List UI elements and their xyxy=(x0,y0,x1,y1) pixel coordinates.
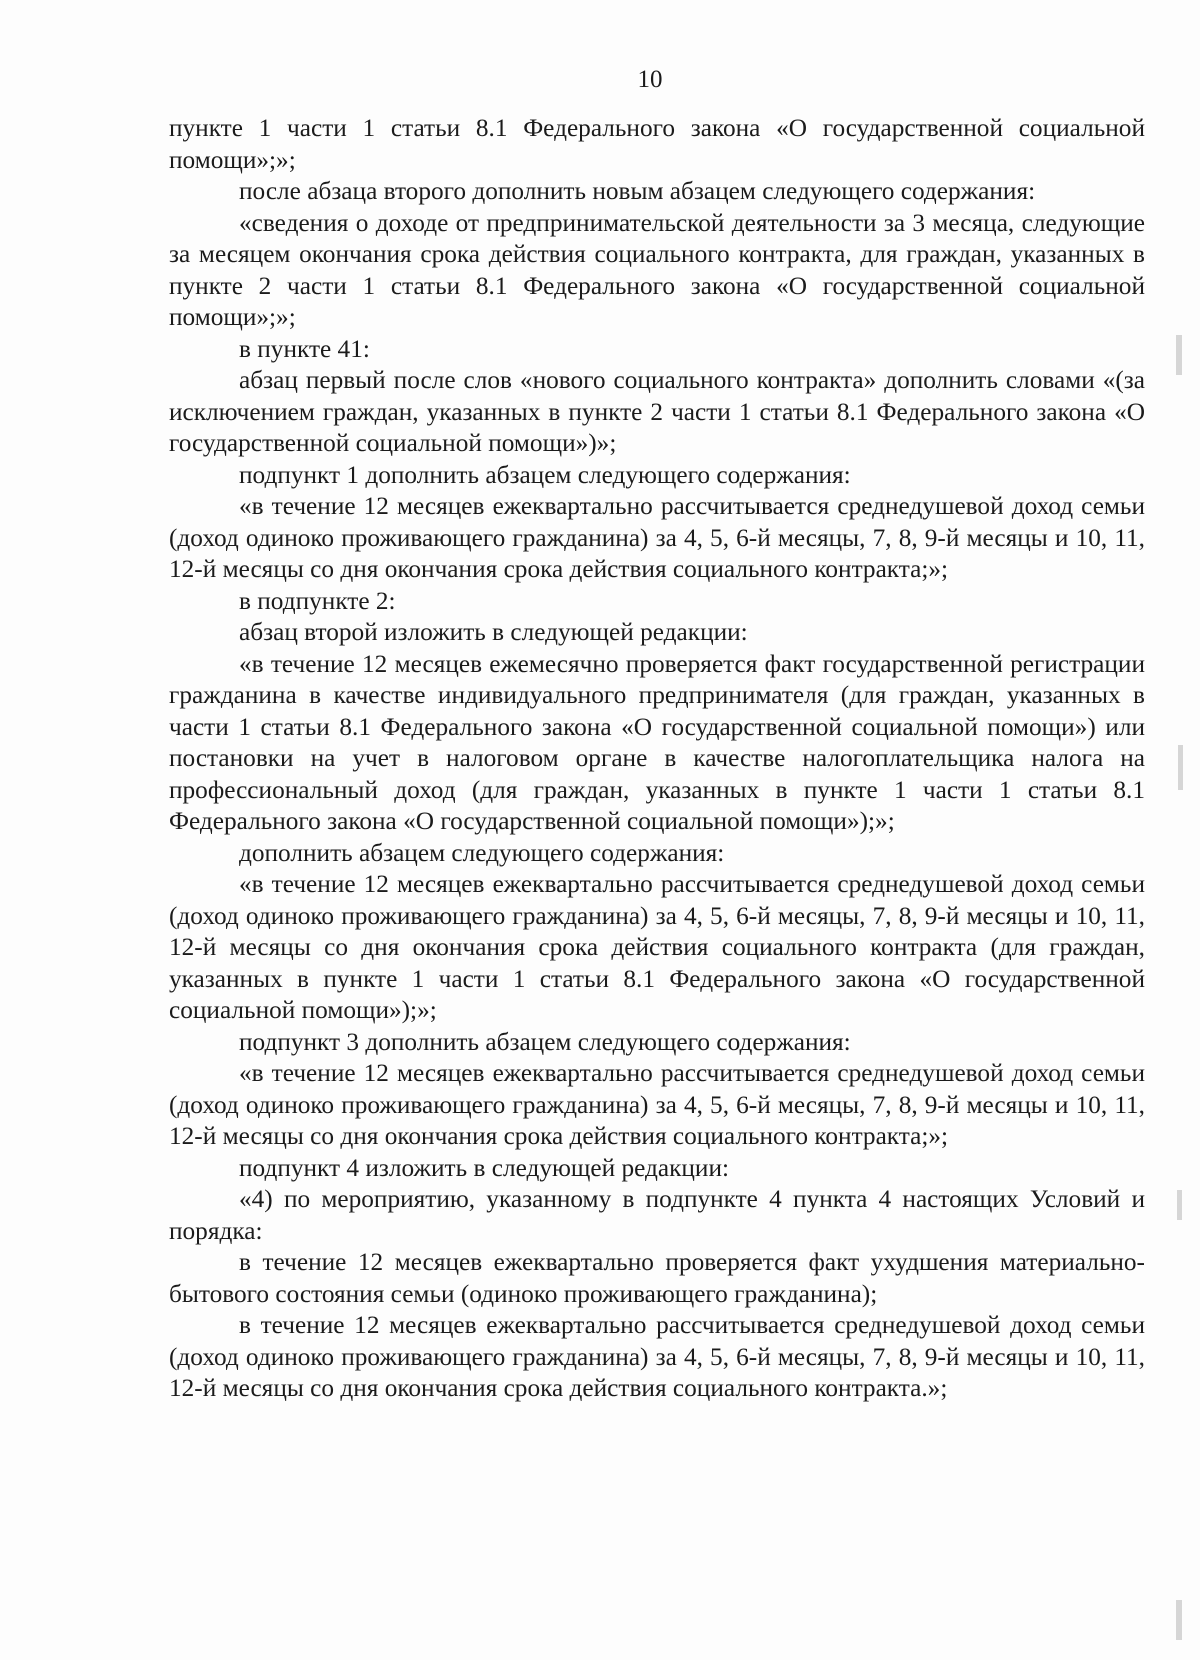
paragraph: в течение 12 месяцев ежеквартально проверяется факт ухудшения материально-бытового состояния семьи (одиноко проживающего гражданина); xyxy=(169,1248,1145,1308)
paragraph: в течение 12 месяцев ежеквартально рассчитывается среднедушевой доход семьи (доход одиноко проживающего гражданина) за 4, 5, 6-й месяцы, 7, 8, 9-й месяцы и 10, 11, 12-й месяцы со дня окончания срока действия социального контракта.»; xyxy=(169,1311,1145,1402)
document-body xyxy=(169,113,1145,1405)
paragraph: «4) по мероприятию, указанному в подпункте 4 пункта 4 настоящих Условий и порядка: xyxy=(169,1185,1145,1245)
paragraph: пункте 1 части 1 статьи 8.1 Федерального закона «О государственной социальной помощи»;»; xyxy=(169,114,1145,174)
scan-artifact xyxy=(1178,745,1183,790)
paragraph: в пункте 41: xyxy=(239,334,370,363)
paragraph: абзац первый после слов «нового социального контракта» дополнить словами «(за исключением граждан, указанных в пункте 2 части 1 статьи 8.1 Федерального закона «О государственной социальной помощи»)»; xyxy=(169,366,1145,457)
paragraph: «в течение 12 месяцев ежеквартально рассчитывается среднедушевой доход семьи (доход одиноко проживающего гражданина) за 4, 5, 6-й месяцы, 7, 8, 9-й месяцы и 10, 11, 12-й месяцы со дня окончания срока действия социального контракта;»; xyxy=(169,1059,1145,1150)
scan-artifact xyxy=(1176,335,1182,375)
paragraph: в подпункте 2: xyxy=(239,586,396,615)
paragraph: после абзаца второго дополнить новым абзацем следующего содержания: xyxy=(239,177,1036,205)
scan-artifact xyxy=(1177,1190,1182,1220)
paragraph: «в течение 12 месяцев ежемесячно проверяется факт государственной регистрации гражданина в качестве индивидуального предпринимателя (для граждан, указанных в части 1 статьи 8.1 Федерального закона «О государственной социальной помощи») или постановки на учет в налоговом органе в качестве налогоплательщика налога на профессиональный доход (для граждан, указанных в пункте 1 части 1 статьи 8.1 Федерального закона «О государственной социальной помощи»);»; xyxy=(169,649,1145,835)
paragraph: «сведения о доходе от предпринимательской деятельности за 3 месяца, следующие за месяцем окончания срока действия социального контракта, для граждан, указанных в пункте 2 части 1 статьи 8.1 Федерального закона «О государственной социальной помощи»;»; xyxy=(169,208,1145,331)
paragraph: абзац второй изложить в следующей редакции: xyxy=(239,618,748,646)
paragraph: подпункт 1 дополнить абзацем следующего содержания: xyxy=(239,460,851,489)
page-number: 10 xyxy=(637,66,663,93)
paragraph: подпункт 3 дополнить абзацем следующего содержания: xyxy=(239,1027,851,1056)
paragraph: «в течение 12 месяцев ежеквартально рассчитывается среднедушевой доход семьи (доход одиноко проживающего гражданина) за 4, 5, 6-й месяцы, 7, 8, 9-й месяцы и 10, 11, 12-й месяцы со дня окончания срока действия социального контракта;»; xyxy=(169,492,1145,583)
paragraph: «в течение 12 месяцев ежеквартально рассчитывается среднедушевой доход семьи (доход одиноко проживающего гражданина) за 4, 5, 6-й месяцы, 7, 8, 9-й месяцы и 10, 11, 12-й месяцы со дня окончания срока действия социального контракта (для граждан, указанных в пункте 1 части 1 статьи 8.1 Федерального закона «О государственной социальной помощи»);»; xyxy=(169,870,1145,1024)
paragraph: дополнить абзацем следующего содержания: xyxy=(239,838,725,867)
paragraph: подпункт 4 изложить в следующей редакции: xyxy=(239,1153,730,1182)
scan-artifact xyxy=(1176,1600,1182,1640)
